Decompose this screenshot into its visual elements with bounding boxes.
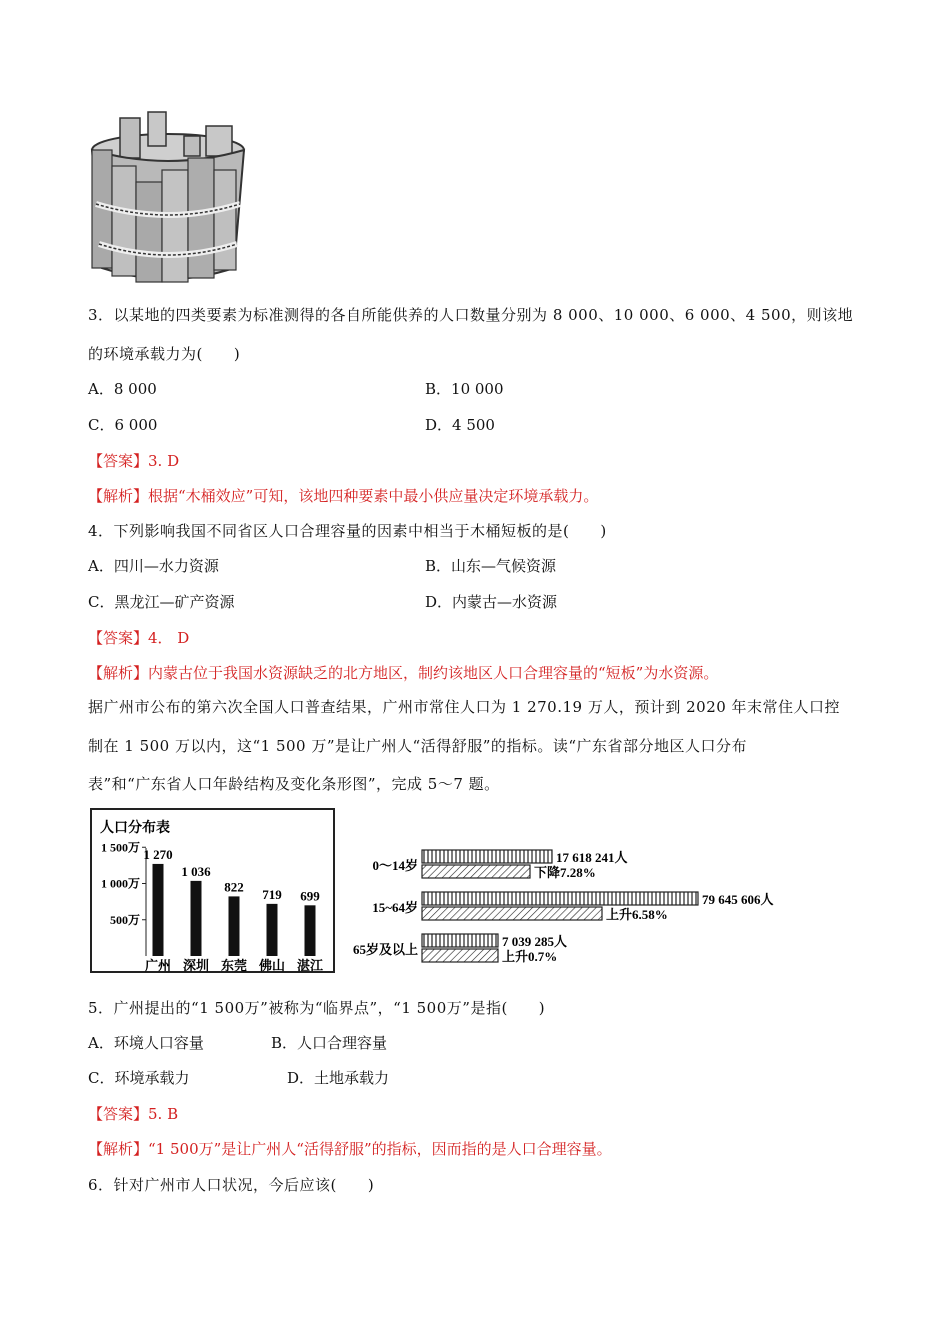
chart1-bar	[191, 881, 202, 956]
chart2-bar-population	[422, 850, 552, 863]
chart1-category-label: 湛江	[296, 958, 324, 973]
q5-answer: 【答案】5. B	[88, 1105, 179, 1123]
chart2-category-label: 65岁及以上	[352, 942, 418, 957]
chart2-change-label: 下降7.28%	[534, 865, 596, 880]
chart2-value-label: 7 039 285人	[502, 934, 568, 949]
chart2-value-label: 17 618 241人	[556, 850, 628, 865]
chart1-value-label: 1 036	[181, 863, 211, 879]
q5-stem: 5．广州提出的“1 500万”被称为“临界点”，“1 500万”是指( )	[88, 999, 546, 1017]
q4-analysis: 【解析】内蒙古位于我国水资源缺乏的北方地区，制约该地区人口合理容量的“短板”为水资源。	[88, 664, 719, 682]
chart2-bar-population	[422, 934, 498, 947]
q5-option-a: A．环境人口容量	[88, 1034, 204, 1052]
q3-stem-line2: 的环境承载力为( )	[88, 345, 241, 363]
q4-option-c: C．黑龙江—矿产资源	[88, 593, 235, 611]
q4-stem: 4．下列影响我国不同省区人口合理容量的因素中相当于木桶短板的是( )	[88, 522, 607, 540]
wooden-barrel-illustration	[88, 108, 248, 286]
q5-option-d: D．土地承载力	[287, 1069, 390, 1087]
q5-option-c: C．环境承载力	[88, 1069, 190, 1087]
q3-option-d: D．4 500	[425, 416, 495, 434]
chart1-bar	[229, 896, 240, 956]
chart2-value-label: 79 645 606人	[702, 892, 774, 907]
chart2-category-label: 15~64岁	[372, 900, 418, 915]
chart2-bar-change	[422, 949, 498, 962]
chart2-change-label: 上升6.58%	[606, 907, 668, 922]
chart2-bar-population	[422, 892, 698, 905]
q3-answer: 【答案】3. D	[88, 452, 180, 470]
q5-option-b: B．人口合理容量	[271, 1034, 388, 1052]
q3-option-c: C．6 000	[88, 416, 158, 434]
chart1-bar	[305, 905, 316, 956]
q6-stem: 6．针对广州市人口状况，今后应该( )	[88, 1176, 375, 1194]
q3-option-b: B．10 000	[425, 380, 504, 398]
chart1-value-label: 1 270	[143, 846, 173, 862]
chart1-bar	[267, 904, 278, 956]
population-distribution-chart	[90, 808, 336, 974]
chart2-category-label: 0～14岁	[372, 858, 418, 873]
chart1-ytick-label: 1 000万	[100, 876, 140, 891]
chart1-ytick-label: 1 500万	[100, 840, 140, 855]
q4-answer: 【答案】4． D	[88, 629, 190, 647]
chart2-change-label: 上升0.7%	[502, 949, 558, 964]
age-structure-chart	[338, 840, 774, 970]
q3-stem-line1: 3．以某地的四类要素为标准测得的各自所能供养的人口数量分别为 8 000、10 000、6 000、4 500，则该地	[88, 306, 854, 324]
chart1-value-label: 822	[224, 879, 244, 895]
q5-analysis: 【解析】“1 500万”是让广州人“活得舒服”的指标，因而指的是人口合理容量。	[88, 1140, 612, 1158]
passage-line1: 据广州市公布的第六次全国人口普查结果，广州市常住人口为 1 270.19 万人，预计到 2020 年末常住人口控	[88, 698, 841, 716]
chart1-title: 人口分布表	[100, 821, 170, 836]
q4-option-a: A．四川—水力资源	[88, 557, 219, 575]
chart1-bar	[153, 864, 164, 956]
chart1-category-label: 广州	[144, 958, 172, 973]
passage-line2: 制在 1 500 万以内，这“1 500 万”是让广州人“活得舒服”的指标。读“广东省部分地区人口分布	[88, 737, 748, 755]
q3-analysis: 【解析】根据“木桶效应”可知，该地四种要素中最小供应量决定环境承载力。	[88, 487, 599, 505]
chart2-bar-change	[422, 907, 602, 920]
chart1-value-label: 699	[300, 888, 320, 904]
chart1-value-label: 719	[262, 886, 282, 902]
chart1-category-label: 东莞	[220, 958, 248, 973]
chart1-category-label: 佛山	[258, 958, 286, 973]
chart1-category-label: 深圳	[182, 958, 210, 973]
chart1-ytick-label: 500万	[109, 912, 140, 927]
q3-option-a: A．8 000	[88, 380, 157, 398]
chart2-bar-change	[422, 865, 530, 878]
passage-line3: 表”和“广东省人口年龄结构及变化条形图”，完成 5～7 题。	[88, 775, 500, 793]
q4-option-d: D．内蒙古—水资源	[425, 593, 558, 611]
q4-option-b: B．山东—气候资源	[425, 557, 557, 575]
